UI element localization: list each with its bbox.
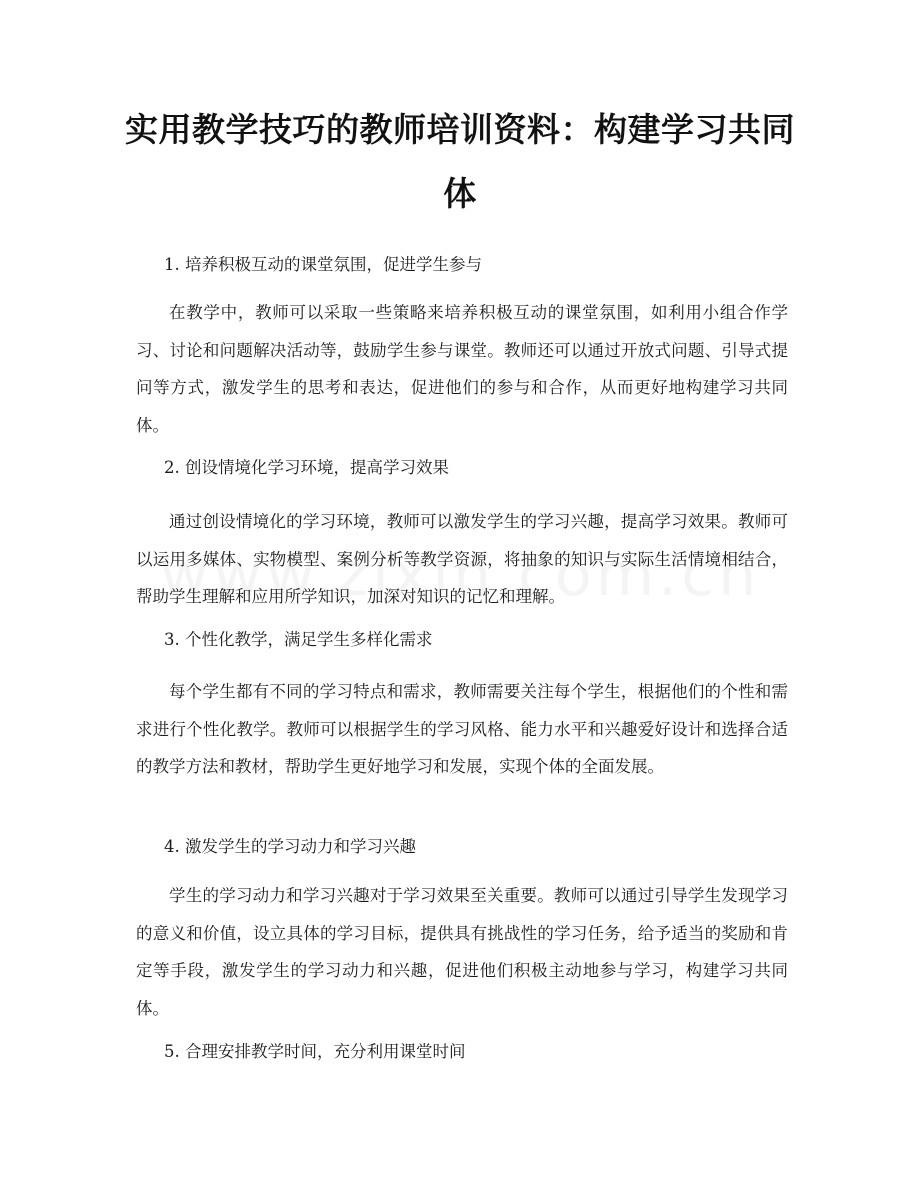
section-heading-1: 1. 培养积极互动的课堂氛围，促进学生参与 [164, 255, 482, 274]
section-heading-4: 4. 激发学生的学习动力和学习兴趣 [164, 837, 416, 856]
section-heading-5: 5. 合理安排教学时间，充分利用课堂时间 [164, 1042, 466, 1061]
section-body-4: 学生的学习动力和学习兴趣对于学习效果至关重要。教师可以通过引导学生发现学习的意义和价值，设立具体的学习目标，提供具有挑战性的学习任务，给予适当的奖励和肯定等手段，激发学生的学习动力和兴趣，促进他们积极主动地参与学习，构建学习共同体。 [136, 886, 788, 1018]
section-body-3: 每个学生都有不同的学习特点和需求，教师需要关注每个学生，根据他们的个性和需求进行个性化教学。教师可以根据学生的学习风格、能力水平和兴趣爱好设计和选择合适的教学方法和教材，帮助学生更好地学习和发展，实现个体的全面发展。 [136, 682, 788, 776]
section-body-2: 通过创设情境化的学习环境，教师可以激发学生的学习兴趣，提高学习效果。教师可以运用多媒体、实物模型、案例分析等教学资源，将抽象的知识与实际生活情境相结合，帮助学生理解和应用所学知识，加深对知识的记忆和理解。 [136, 512, 788, 606]
section-heading-2: 2. 创设情境化学习环境，提高学习效果 [164, 458, 449, 477]
section-heading-3: 3. 个性化教学，满足学生多样化需求 [164, 630, 433, 649]
document-title: 实用教学技巧的教师培训资料：构建学习共同体 [125, 110, 795, 213]
section-body-1: 在教学中，教师可以采取一些策略来培养积极互动的课堂氛围，如利用小组合作学习、讨论和问题解决活动等，鼓励学生参与课堂。教师还可以通过开放式问题、引导式提问等方式，激发学生的思考和表达，促进他们的参与和合作，从而更好地构建学习共同体。 [136, 303, 788, 435]
